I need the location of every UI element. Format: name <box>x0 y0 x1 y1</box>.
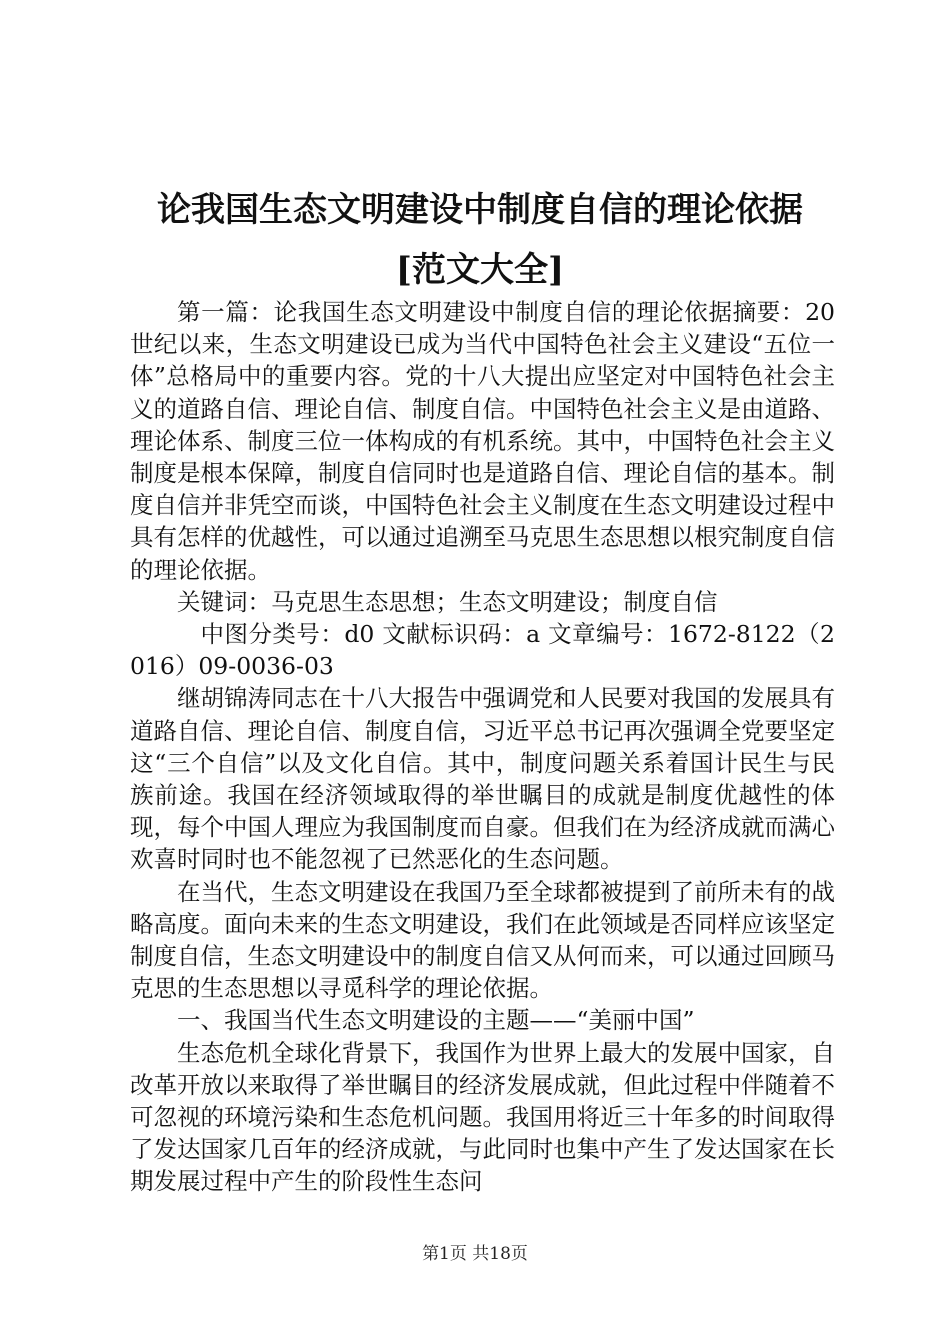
document-body <box>130 296 835 1198</box>
document-title-line1: 论我国生态文明建设中制度自信的理论依据 <box>157 190 803 230</box>
page-footer: 第1页 共18页 <box>422 1244 528 1264</box>
body-paragraph: 继胡锦涛同志在十八大报告中强调党和人民要对我国的发展具有道路自信、理论自信、制度自信，习近平总书记再次强调全党要坚定这“三个自信”以及文化自信。其中，制度问题关系着国计民生与民族前途。我国在经济领域取得的举世瞩目的成就是制度优越性的体现，每个中国人理应为我国制度而自豪。但我们在为经济成就而满心欢喜时同时也不能忽视了已然恶化的生态问题。 <box>130 684 835 874</box>
keywords-paragraph: 关键词：马克思生态思想；生态文明建设；制度自信 <box>177 587 718 616</box>
classification-paragraph: 中图分类号：d0 文献标识码：a 文章编号：1672-8122（2016）09-0036-03 <box>130 620 835 681</box>
abstract-paragraph: 第一篇：论我国生态文明建设中制度自信的理论依据摘要：20世纪以来，生态文明建设已成为当代中国特色社会主义建设“五位一体”总格局中的重要内容。党的十八大提出应坚定对中国特色社会主义的道路自信、理论自信、制度自信。中国特色社会主义是由道路、理论体系、制度三位一体构成的有机系统。其中，中国特色社会主义制度是根本保障，制度自信同时也是道路自信、理论自信的基本。制度自信并非凭空而谈，中国特色社会主义制度在生态文明建设过程中具有怎样的优越性，可以通过追溯至马克思生态思想以根究制度自信的理论依据。 <box>130 298 835 584</box>
body-paragraph: 在当代，生态文明建设在我国乃至全球都被提到了前所未有的战略高度。面向未来的生态文明建设，我们在此领域是否同样应该坚定制度自信，生态文明建设中的制度自信又从何而来，可以通过回顾马克思的生态思想以寻觅科学的理论依据。 <box>130 877 835 1003</box>
section-heading: 一、我国当代生态文明建设的主题——“美丽中国” <box>177 1006 695 1035</box>
document-title-line2: [范文大全] <box>395 250 565 290</box>
body-paragraph: 生态危机全球化背景下，我国作为世界上最大的发展中国家，自改革开放以来取得了举世瞩目的经济发展成就，但此过程中伴随着不可忽视的环境污染和生态危机问题。我国用将近三十年多的时间取得了发达国家几百年的经济成就，与此同时也集中产生了发达国家在长期发展过程中产生的阶段性生态问 <box>130 1038 835 1196</box>
